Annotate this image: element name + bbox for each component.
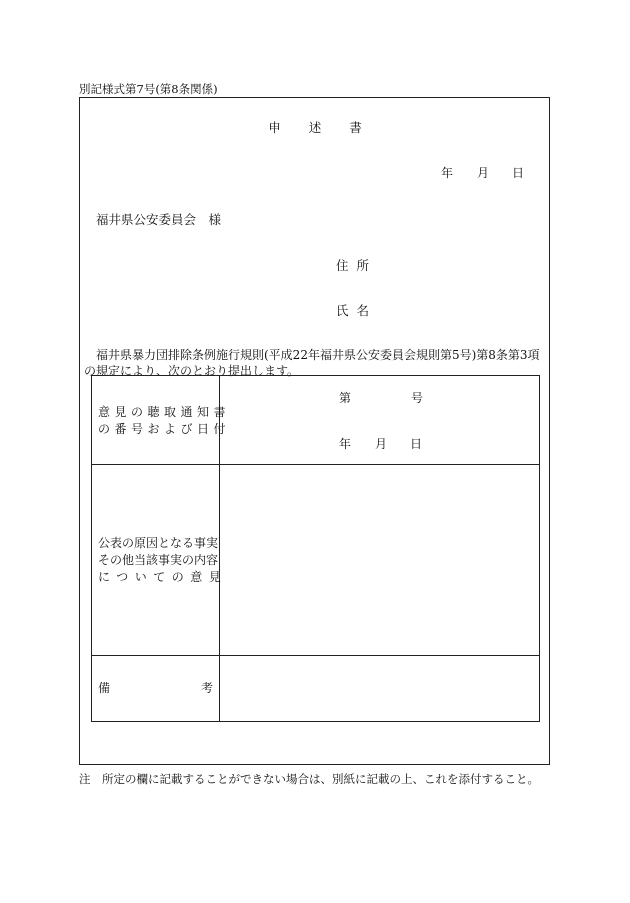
notice-label-line-2: の番号および日付 xyxy=(98,422,231,436)
notice-number-suffix: 号 xyxy=(411,391,424,405)
address-char-1: 住 xyxy=(336,258,349,273)
date-year-label: 年 xyxy=(441,166,454,180)
name-char-2: 名 xyxy=(356,303,370,318)
title-char-1: 申 xyxy=(268,120,281,135)
title-char-2: 述 xyxy=(308,120,322,135)
addressee: 福井県公安委員会 様 xyxy=(96,212,222,227)
notice-date-month: 月 xyxy=(375,437,388,451)
title-char-3: 書 xyxy=(349,120,362,135)
address-char-2: 所 xyxy=(356,258,370,273)
opinion-label-line-1: 公表の原因となる事実 xyxy=(98,536,219,550)
remarks-char-1: 備 xyxy=(98,681,111,695)
name-label xyxy=(336,301,369,319)
address-label xyxy=(336,256,369,274)
opinion-label-line-3: についての意見 xyxy=(98,570,228,584)
date-day-label: 日 xyxy=(512,166,525,180)
remarks-label xyxy=(98,680,213,697)
table-row-divider-2 xyxy=(92,655,539,656)
document-title xyxy=(0,118,630,136)
date-month-label: 月 xyxy=(477,166,490,180)
name-char-1: 氏 xyxy=(336,303,349,318)
opinion-label xyxy=(98,535,228,586)
statement-table xyxy=(91,375,540,722)
notice-number-prefix: 第 xyxy=(339,391,352,405)
opinion-label-line-2: その他当該事実の内容 xyxy=(98,553,219,567)
footnote: 注 所定の欄に記載することができない場合は、別紙に記載の上、これを添付すること。 xyxy=(79,772,539,786)
intro-paragraph: 福井県暴力団排除条例施行規則(平成22年福井県公安委員会規則第5号)第8条第3項の規定により、次のとおり提出します。 xyxy=(84,348,540,378)
table-row-divider-1 xyxy=(92,464,539,465)
notice-date-year: 年 xyxy=(339,437,352,451)
remarks-char-2: 考 xyxy=(200,681,213,695)
notice-label-line-1: 意見の聴取通知書 xyxy=(98,405,231,419)
notice-date-day: 日 xyxy=(410,437,423,451)
form-number-label: 別記様式第7号(第8条関係) xyxy=(79,82,218,96)
notice-number-date-label xyxy=(98,404,231,438)
